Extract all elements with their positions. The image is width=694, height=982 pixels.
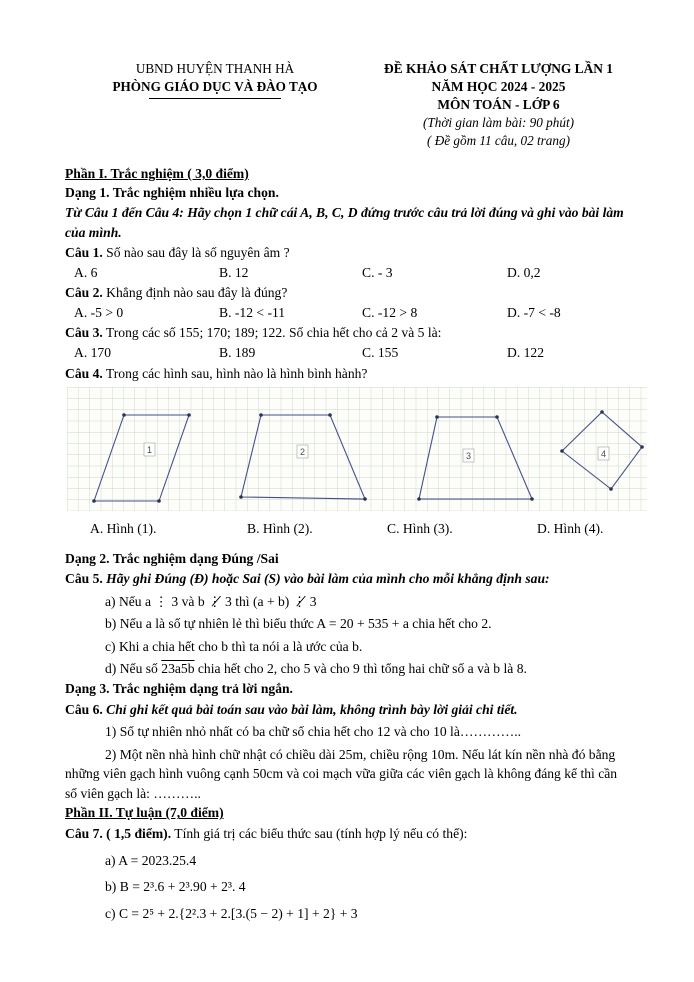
q2-option-d: D. -7 < -8 [507,304,561,320]
q6-item-1: 1) Số tự nhiên nhỏ nhất có ba chữ số chia hết cho 12 và cho 10 là………….. [105,724,522,740]
question-1-label: Câu 1. [65,245,103,261]
exam-title: ĐỀ KHẢO SÁT CHẤT LƯỢNG LẦN 1 [384,61,613,76]
exam-title-block [365,60,632,150]
question-1-text: Số nào sau đây là số nguyên âm ? [102,245,290,261]
page-count-note: ( Đề gồm 11 câu, 02 trang) [427,133,570,149]
shape-1-label: 1 [147,445,153,456]
question-2-text: Khẳng định nào sau đây là đúng? [102,285,288,301]
q3-option-d: D. 122 [507,344,545,360]
spacer [65,539,632,549]
q3-option-a: A. 170 [74,344,112,360]
question-4-figure [67,387,632,515]
question-7 [65,824,632,844]
question-3-text: Trong các số 155; 170; 189; 122. Số chia hết cho cả 2 và 5 là: [102,325,442,341]
department-name: PHÒNG GIÁO DỤC VÀ ĐÀO TẠO [112,78,318,94]
question-6 [65,700,632,720]
question-4 [65,364,632,384]
question-6-label: Câu 6. [65,701,103,717]
question-2-label: Câu 2. [65,285,103,301]
dang1-instruction: Từ Câu 1 đến Câu 4: Hãy chọn 1 chữ cái A, B, C, D đứng trước câu trả lời đúng và ghi vào bài làm của mình. [65,205,624,240]
q1-option-b: B. 12 [219,264,249,280]
q2-option-a: A. -5 > 0 [74,304,124,320]
question-3-label: Câu 3. [65,325,103,341]
q4-option-b: B. Hình (2). [247,521,313,537]
q1-option-d: D. 0,2 [507,264,541,280]
question-4-text: Trong các hình sau, hình nào là hình bình hành? [102,365,368,381]
shapes-grid-figure [67,387,647,511]
question-2 [65,283,632,303]
question-4-options [65,519,632,539]
q5-item-b: b) Nếu a là số tự nhiên lẻ thì biểu thức A = 20 + 535 + a chia hết cho 2. [105,616,492,632]
question-1 [65,243,632,263]
authority-name: UBND HUYỆN THANH HÀ [135,61,295,76]
question-7-text: Tính giá trị các biểu thức sau (tính hợp lý nếu có thể): [171,825,468,841]
q5-item-d [65,659,632,679]
part1-heading [65,164,632,184]
dang1-title: Dạng 1. Trắc nghiệm nhiều lựa chọn. [65,185,279,201]
dang3-title: Dạng 3. Trắc nghiệm dạng trả lời ngắn. [65,681,293,697]
question-5 [65,569,632,589]
q7-expression-b: b) B = 2³.6 + 2³.90 + 2³. 4 [105,879,246,895]
dang2-title: Dạng 2. Trắc nghiệm dạng Đúng /Sai [65,550,279,566]
q4-option-c: C. Hình (3). [387,521,453,537]
q4-option-d: D. Hình (4). [537,521,604,537]
q1-option-c: C. - 3 [362,264,393,280]
school-year: NĂM HỌC 2024 - 2025 [431,79,566,95]
question-4-label: Câu 4. [65,365,103,381]
question-5-text: Hãy ghi Đúng (Đ) hoặc Sai (S) vào bài làm của mình cho mỗi khẳng định sau: [102,571,550,587]
q1-option-a: A. 6 [74,264,98,280]
q3-option-b: B. 189 [219,344,256,360]
q2-option-b: B. -12 < -11 [219,304,286,320]
time-limit-note: (Thời gian làm bài: 90 phút) [423,115,574,131]
part2-heading [65,803,632,823]
question-3 [65,323,632,343]
subject-grade: MÔN TOÁN - LỚP 6 [437,97,560,113]
q2-option-c: C. -12 > 8 [362,304,418,320]
shape-3-label: 3 [466,451,472,462]
q4-option-a: A. Hình (1). [90,521,157,537]
question-7-label: Câu 7. ( 1,5 điểm). [65,825,172,841]
document-header [65,60,632,150]
q5-item-a: a) Nếu a ⋮ 3 và b ⋮̸ 3 thì (a + b) ⋮̸ 3 [105,593,317,609]
question-1-options [65,263,632,283]
q6-item-2: 2) Một nền nhà hình chữ nhật có chiều dài 25m, chiều rộng 10m. Nếu lát kín nền nhà đó bằng những viên gạch hình vuông cạnh 50cm và coi mạch vữa giữa các viên gạch là không đáng kể thì cần số viên gạch là: ……….. [65,746,618,801]
q5-item-d-suffix: chia hết cho 2, cho 5 và cho 9 thì tổng hai chữ số a và b là 8. [194,661,527,677]
exam-body [65,164,632,923]
question-3-options [65,343,632,363]
question-2-options [65,303,632,323]
q5-item-d-prefix: d) Nếu số [105,661,162,677]
part1-title: Phần I. Trắc nghiệm ( 3,0 điểm) [65,165,249,181]
part2-title: Phần II. Tự luận (7,0 điểm) [65,805,224,821]
shape-4-label: 4 [601,449,607,460]
question-5-label: Câu 5. [65,571,103,587]
q3-option-c: C. 155 [362,344,399,360]
question-6-text: Chỉ ghi kết quả bài toán sau vào bài làm, không trình bày lời giải chi tiết. [102,701,518,717]
q7-expression-a: a) A = 2023.25.4 [105,852,197,868]
header-divider [149,98,281,99]
q5-item-c: c) Khi a chia hết cho b thì ta nói a là ước của b. [105,638,363,654]
shape-2-label: 2 [300,447,306,458]
q5-item-d-overlined-number: 23a5b [161,661,195,677]
issuing-authority-block [65,60,365,150]
q7-expression-c: c) C = 2⁵ + 2.{2².3 + 2.[3.(5 − 2) + 1] + 2} + 3 [105,905,358,921]
